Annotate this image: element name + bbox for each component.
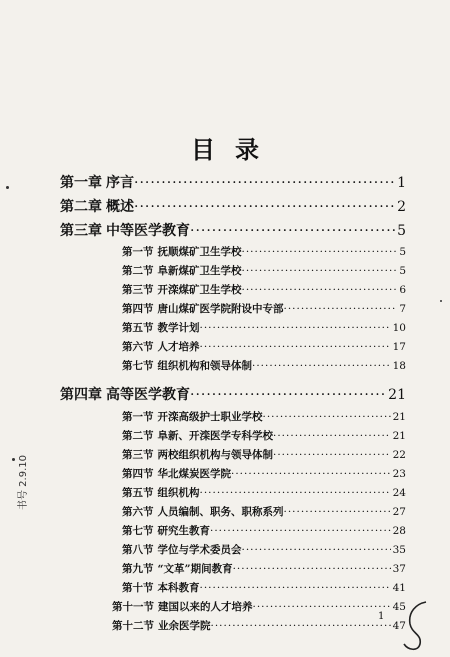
section-number: 第五节 bbox=[122, 487, 154, 499]
dot-leader bbox=[231, 468, 391, 480]
section-title: 教学计划 bbox=[157, 322, 200, 334]
dot-leader bbox=[284, 506, 391, 518]
section-title: 抚顺煤矿卫生学校 bbox=[157, 246, 242, 258]
title-char-2: 录 bbox=[235, 135, 259, 164]
section-number: 第四节 bbox=[122, 303, 154, 315]
section-title: 本科教育 bbox=[157, 582, 200, 594]
toc-section[interactable] bbox=[122, 358, 406, 373]
toc-section[interactable] bbox=[122, 263, 406, 278]
chapter-title: 概述 bbox=[106, 199, 134, 215]
section-page: 28 bbox=[392, 525, 406, 537]
toc-section[interactable] bbox=[122, 244, 406, 259]
dot-leader bbox=[190, 387, 386, 403]
dot-leader bbox=[233, 563, 391, 575]
dot-leader bbox=[242, 544, 391, 556]
dot-leader bbox=[242, 265, 398, 277]
section-page: 45 bbox=[392, 601, 406, 613]
toc-section[interactable] bbox=[122, 447, 406, 462]
dot-leader bbox=[200, 487, 391, 499]
section-page: 37 bbox=[392, 563, 406, 575]
dot-leader bbox=[211, 620, 391, 632]
chapter-page: 2 bbox=[397, 199, 406, 215]
dot-leader bbox=[242, 284, 398, 296]
section-number: 第十二节 bbox=[112, 620, 154, 632]
chapter-number: 第一章 bbox=[60, 175, 102, 191]
toc-section[interactable] bbox=[122, 301, 406, 316]
chapter-page: 1 bbox=[397, 175, 406, 191]
section-page: 35 bbox=[392, 544, 406, 556]
chapter-page: 5 bbox=[397, 223, 406, 239]
toc-section[interactable] bbox=[122, 339, 406, 354]
section-title: 研究生教育 bbox=[157, 525, 210, 537]
section-number: 第八节 bbox=[122, 544, 154, 556]
section-number: 第六节 bbox=[122, 506, 154, 518]
section-page: 23 bbox=[392, 468, 406, 480]
toc-section[interactable] bbox=[112, 599, 406, 614]
toc-chapter-3[interactable] bbox=[60, 220, 406, 240]
chapter-number: 第二章 bbox=[60, 199, 102, 215]
section-page: 5 bbox=[399, 246, 406, 258]
toc-section[interactable] bbox=[122, 320, 406, 335]
chapter-title: 序言 bbox=[106, 175, 134, 191]
section-title: 组织机构 bbox=[157, 487, 200, 499]
dot-leader bbox=[273, 430, 391, 442]
section-page: 10 bbox=[392, 322, 406, 334]
dot-leader bbox=[200, 582, 391, 594]
dot-leader bbox=[200, 322, 391, 334]
toc-chapter-1[interactable] bbox=[60, 172, 406, 192]
section-number: 第三节 bbox=[122, 449, 154, 461]
toc-section[interactable] bbox=[122, 561, 406, 576]
toc-chapter-4[interactable] bbox=[60, 384, 406, 404]
title-char-1: 目 bbox=[191, 135, 215, 164]
section-title: 业余医学院 bbox=[158, 620, 211, 632]
section-number: 第四节 bbox=[122, 468, 154, 480]
handwritten-mark bbox=[398, 598, 438, 654]
section-number: 第一节 bbox=[122, 411, 154, 423]
section-page: 21 bbox=[392, 430, 406, 442]
section-number: 第七节 bbox=[122, 360, 154, 372]
dot-leader bbox=[210, 525, 391, 537]
section-number: 第一节 bbox=[122, 246, 154, 258]
section-title: 建国以来的人才培养 bbox=[158, 601, 253, 613]
chapter-number: 第四章 bbox=[60, 387, 102, 403]
toc-section[interactable] bbox=[122, 580, 406, 595]
section-title: 阜新、开滦医学专科学校 bbox=[157, 430, 273, 442]
dot-leader bbox=[252, 360, 391, 372]
section-number: 第六节 bbox=[122, 341, 154, 353]
section-page: 18 bbox=[392, 360, 406, 372]
toc-section[interactable] bbox=[122, 466, 406, 481]
scan-speck bbox=[440, 300, 442, 302]
section-title: 开滦煤矿卫生学校 bbox=[157, 284, 242, 296]
section-page: 7 bbox=[399, 303, 406, 315]
section-title: 开滦高级护士职业学校 bbox=[157, 411, 263, 423]
dot-leader bbox=[273, 449, 391, 461]
toc-section[interactable] bbox=[122, 409, 406, 424]
section-page: 24 bbox=[392, 487, 406, 499]
section-page: 5 bbox=[399, 265, 406, 277]
section-page: 27 bbox=[392, 506, 406, 518]
dot-leader bbox=[190, 223, 395, 239]
section-number: 第二节 bbox=[122, 265, 154, 277]
dot-leader bbox=[242, 246, 398, 258]
dot-leader bbox=[134, 199, 395, 215]
toc-chapter-2[interactable] bbox=[60, 196, 406, 216]
section-title: 华北煤炭医学院 bbox=[157, 468, 231, 480]
toc-section[interactable] bbox=[122, 428, 406, 443]
section-number: 第十节 bbox=[122, 582, 154, 594]
toc-section[interactable] bbox=[122, 485, 406, 500]
toc-section[interactable] bbox=[122, 504, 406, 519]
page-title bbox=[0, 130, 450, 165]
toc-section[interactable] bbox=[112, 618, 406, 633]
dot-leader bbox=[200, 341, 391, 353]
section-number: 第十一节 bbox=[112, 601, 154, 613]
section-page: 17 bbox=[392, 341, 406, 353]
section-page: 6 bbox=[399, 284, 406, 296]
section-page: 47 bbox=[392, 620, 406, 632]
section-page: 21 bbox=[392, 411, 406, 423]
toc-section[interactable] bbox=[122, 282, 406, 297]
section-page: 41 bbox=[392, 582, 406, 594]
section-number: 第三节 bbox=[122, 284, 154, 296]
scan-speck bbox=[12, 458, 15, 461]
section-title: 唐山煤矿医学院附设中专部 bbox=[157, 303, 284, 315]
dot-leader bbox=[263, 411, 391, 423]
toc-section[interactable] bbox=[122, 542, 406, 557]
chapter-page: 21 bbox=[388, 387, 406, 403]
handwritten-margin-note: 书号 2.9.10 bbox=[18, 455, 29, 510]
section-page: 22 bbox=[392, 449, 406, 461]
section-number: 第二节 bbox=[122, 430, 154, 442]
dot-leader bbox=[253, 601, 391, 613]
section-number: 第七节 bbox=[122, 525, 154, 537]
dot-leader bbox=[284, 303, 398, 315]
section-title: 阜新煤矿卫生学校 bbox=[157, 265, 242, 277]
scan-speck bbox=[6, 186, 9, 189]
dot-leader bbox=[134, 175, 395, 191]
page-number: 1 bbox=[378, 611, 385, 622]
section-title: “文革”期间教育 bbox=[157, 563, 233, 575]
chapter-title: 中等医学教育 bbox=[106, 223, 190, 239]
section-title: 组织机构和领导体制 bbox=[157, 360, 252, 372]
section-number: 第九节 bbox=[122, 563, 154, 575]
section-title: 两校组织机构与领导体制 bbox=[157, 449, 273, 461]
chapter-title: 高等医学教育 bbox=[106, 387, 190, 403]
toc-section[interactable] bbox=[122, 523, 406, 538]
section-title: 人员编制、职务、职称系列 bbox=[157, 506, 284, 518]
section-title: 人才培养 bbox=[157, 341, 200, 353]
chapter-number: 第三章 bbox=[60, 223, 102, 239]
section-title: 学位与学术委员会 bbox=[157, 544, 242, 556]
section-number: 第五节 bbox=[122, 322, 154, 334]
